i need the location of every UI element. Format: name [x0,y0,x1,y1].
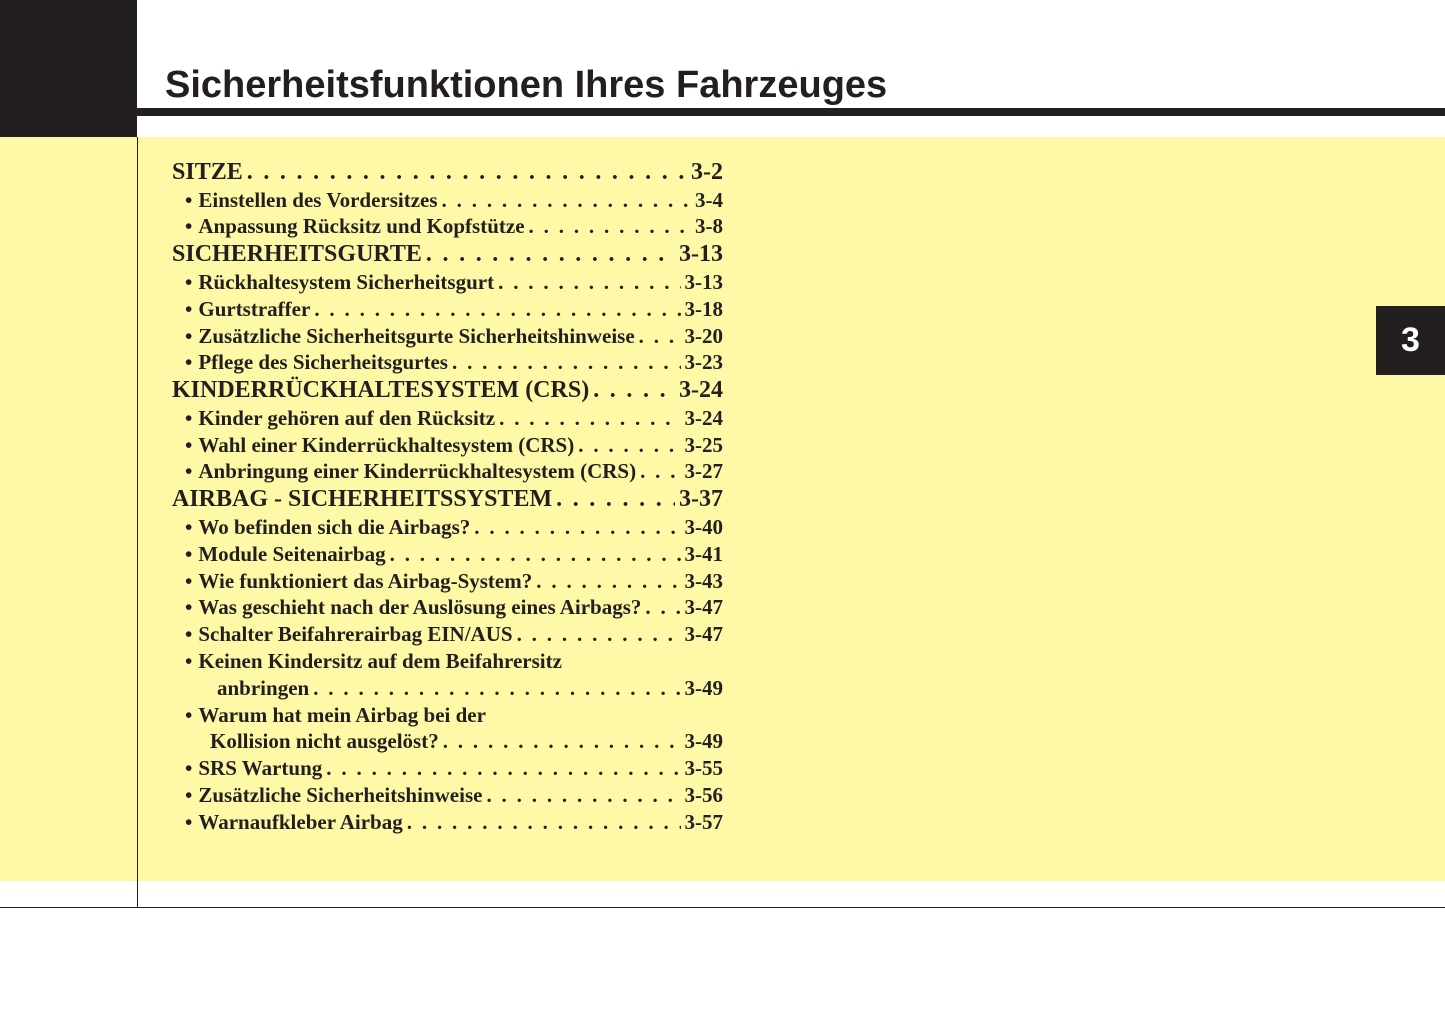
bullet-icon: • [185,782,193,807]
bullet-icon: • [185,809,193,834]
dot-leader [645,595,680,620]
dot-leader [442,188,691,213]
toc-page-number: 3-27 [684,459,723,484]
toc-subentry[interactable] [172,214,723,241]
toc-subentry[interactable] [172,188,723,215]
dot-leader [556,486,675,513]
dot-leader [499,406,680,431]
dot-leader [536,569,680,594]
bullet-icon: • [185,459,193,484]
dot-leader [443,729,681,754]
dot-leader [452,350,681,375]
toc-subentry[interactable] [172,459,723,486]
toc-entry-label: Kinder gehören auf den Rücksitz [198,405,496,430]
title-underline [137,108,1445,116]
toc-entry-label: anbringen [217,675,310,700]
bullet-icon: • [185,702,193,727]
toc-page-number: 3-47 [684,595,723,620]
toc-entry-label: Wo befinden sich die Airbags? [198,514,471,539]
toc-subentry[interactable] [172,406,723,433]
toc-entry-label: Keinen Kindersitz auf dem Beifahrersitz [198,648,562,673]
toc-entry-label: Kollision nicht ausgelöst? [210,729,439,754]
toc-entry-label: Einstellen des Vordersitzes [198,187,438,212]
bullet-icon: • [185,432,193,457]
toc-page-number: 3-8 [695,214,723,239]
dot-leader [426,241,675,268]
toc-subentry[interactable] [172,810,723,837]
dot-leader [247,159,687,186]
toc-page-number: 3-49 [684,729,723,754]
bullet-icon: • [185,405,193,430]
toc-entry-label: Warnaufkleber Airbag [198,809,403,834]
toc-entry-label: SRS Wartung [198,756,323,781]
toc-subentry[interactable] [172,542,723,569]
toc-entry-label: Gurtstraffer [198,296,311,321]
toc-page-number: 3-4 [695,187,723,212]
dot-leader [486,783,680,808]
bullet-icon: • [185,622,193,647]
toc-page-number: 3-13 [684,269,723,294]
toc-entry-label: Wahl einer Kinderrückhaltesystem (CRS) [198,432,575,457]
dot-leader [578,433,680,458]
toc-subentry[interactable] [172,569,723,596]
toc-entry-label: Warum hat mein Airbag bei der [198,702,486,727]
page-title: Sicherheitsfunktionen Ihres Fahrzeuges [165,64,888,106]
toc-entry-label: Rückhaltesystem Sicherheitsgurt [198,269,495,294]
bullet-icon: • [185,756,193,781]
toc-entry-label: Was geschieht nach der Auslösung eines Airbags? [198,595,642,620]
toc-page-number: 3-13 [679,241,723,268]
dot-leader [407,810,681,835]
toc-entry-label: SITZE [172,159,243,185]
dot-leader [517,622,681,647]
toc-subentry[interactable] [172,756,723,783]
toc-entry-label: KINDERRÜCKHALTESYSTEM (CRS) [172,377,590,404]
toc-page-number: 3-56 [684,782,723,807]
corner-black-block [0,0,137,137]
dot-leader [640,459,680,484]
bullet-icon: • [185,648,193,673]
toc-section-entry[interactable] [172,486,723,515]
toc-entry-label: Anpassung Rücksitz und Kopfstütze [198,214,525,239]
dot-leader [390,542,681,567]
left-margin-rule [137,137,138,908]
toc-entry-label: SICHERHEITSGURTE [172,241,422,268]
toc-page-number: 3-20 [684,323,723,348]
toc-page-number: 3-43 [684,568,723,593]
toc-page-number: 3-47 [684,622,723,647]
dot-leader [314,297,680,322]
bottom-rule [0,907,1445,908]
toc-entry-label: Wie funktioniert das Airbag-System? [198,568,533,593]
toc-subentry[interactable] [172,270,723,297]
bullet-icon: • [185,214,193,239]
toc-page-number: 3-41 [684,541,723,566]
toc-page-number: 3-25 [684,432,723,457]
chapter-tab[interactable]: 3 [1376,306,1445,375]
toc-section-entry[interactable] [172,377,723,406]
bullet-icon: • [185,269,193,294]
toc-page-number: 3-2 [691,159,723,185]
toc-page-number: 3-49 [684,675,723,700]
dot-leader [474,515,680,540]
toc-entry-label: Schalter Beifahrerairbag EIN/AUS [198,622,513,647]
bullet-icon: • [185,296,193,321]
dot-leader [326,756,680,781]
toc-subentry[interactable] [172,595,723,622]
toc-subentry[interactable] [172,783,723,810]
toc-section-entry[interactable] [172,159,723,188]
toc-subentry[interactable] [172,649,723,676]
toc-entry-label: Zusätzliche Sicherheitsgurte Sicherheitshinweise [198,323,635,348]
toc-page-number: 3-40 [684,514,723,539]
toc-entry-label: Anbringung einer Kinderrückhaltesystem (CRS) [198,459,637,484]
toc-entry-label: AIRBAG - SICHERHEITSSYSTEM [172,486,553,513]
toc-section-entry[interactable] [172,241,723,270]
bullet-icon: • [185,323,193,348]
bullet-icon: • [185,541,193,566]
toc-entry-label: Pflege des Sicherheitsgurtes [198,350,448,375]
toc-page-number: 3-37 [679,486,723,513]
toc-subentry[interactable] [172,729,723,756]
toc-subentry[interactable] [172,297,723,324]
dot-leader [529,214,691,239]
toc-page-number: 3-23 [684,350,723,375]
dot-leader [639,324,681,349]
bullet-icon: • [185,350,193,375]
toc-subentry[interactable] [172,350,723,377]
bullet-icon: • [185,187,193,212]
table-of-contents [172,159,723,836]
toc-subentry[interactable] [172,703,723,730]
bullet-icon: • [185,568,193,593]
toc-subentry[interactable] [172,515,723,542]
toc-subentry[interactable] [172,433,723,460]
toc-page-number: 3-18 [684,296,723,321]
toc-subentry[interactable] [172,622,723,649]
bullet-icon: • [185,514,193,539]
toc-page-number: 3-24 [679,377,723,404]
toc-subentry[interactable] [172,324,723,351]
dot-leader [593,377,675,404]
dot-leader [498,270,680,295]
toc-entry-label: Module Seitenairbag [198,541,386,566]
toc-subentry[interactable] [172,676,723,703]
toc-page-number: 3-55 [684,756,723,781]
toc-entry-label: Zusätzliche Sicherheitshinweise [198,782,483,807]
toc-page-number: 3-24 [684,405,723,430]
dot-leader [313,676,680,701]
bullet-icon: • [185,595,193,620]
toc-page-number: 3-57 [684,809,723,834]
